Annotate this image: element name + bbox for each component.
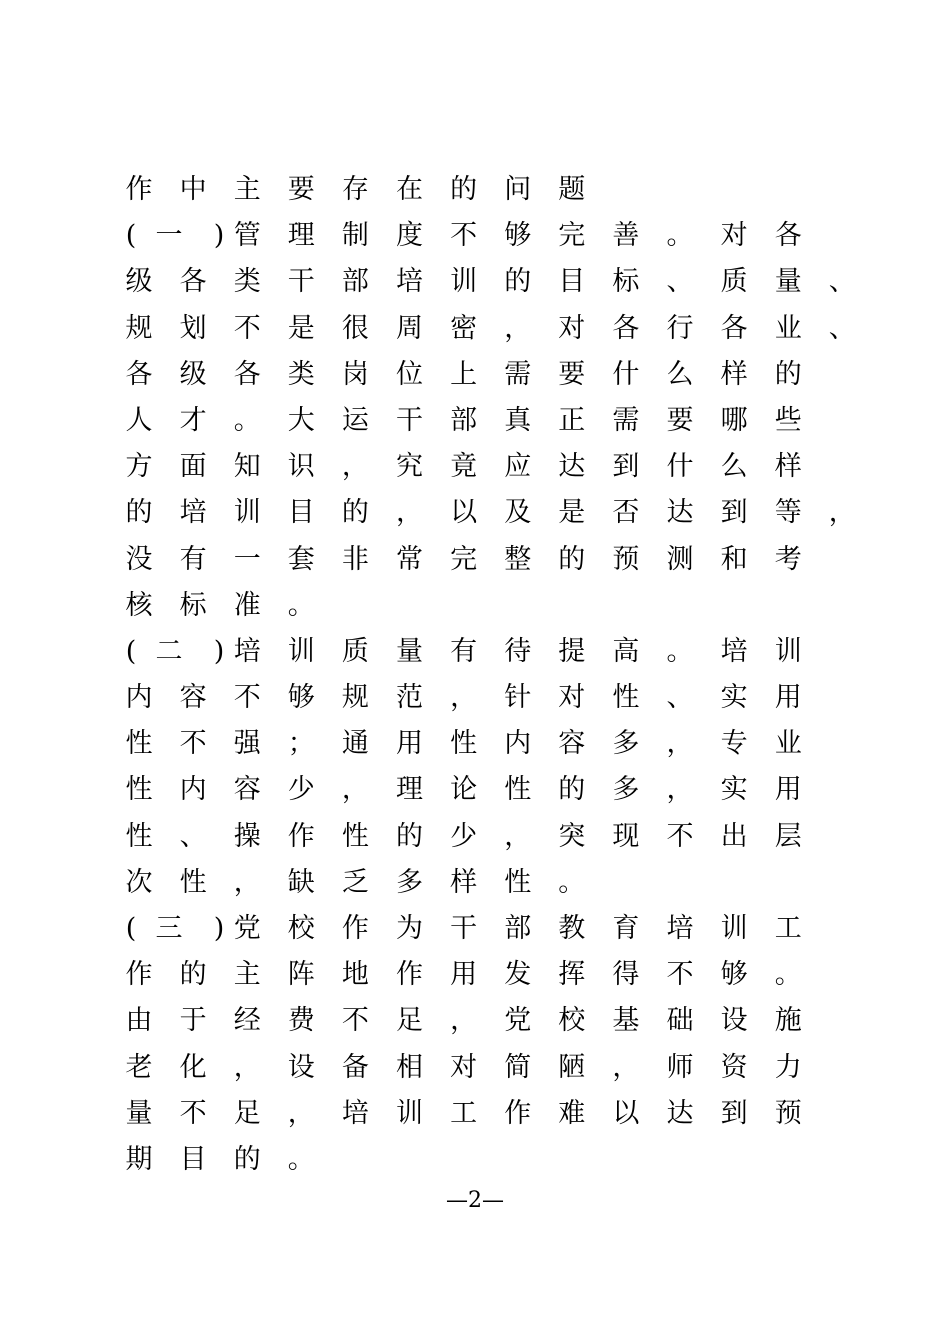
- text-char: ，: [341, 774, 369, 806]
- text-char: 培: [666, 913, 694, 944]
- text-char: ): [213, 220, 225, 252]
- text-line: [124, 1094, 854, 1140]
- text-char: 施: [774, 1005, 802, 1037]
- text-char: 校: [558, 1005, 586, 1037]
- section-heading-line: [124, 632, 854, 678]
- text-char: 测: [666, 543, 694, 575]
- text-char: 部: [504, 913, 532, 944]
- text-char: 各: [125, 358, 153, 390]
- text-char: 的: [450, 174, 478, 205]
- text-char: 作: [125, 959, 153, 991]
- text-char: 预: [774, 1097, 802, 1129]
- text-char: 的: [774, 358, 802, 390]
- text-char: 各: [720, 312, 748, 344]
- text-char: 规: [341, 682, 369, 714]
- text-char: (: [125, 913, 137, 944]
- text-line: [124, 309, 854, 355]
- text-char: 容: [179, 682, 207, 714]
- text-char: 的: [125, 497, 153, 529]
- text-line: [124, 447, 854, 493]
- text-char: 发: [504, 959, 532, 991]
- text-char: 究: [396, 451, 423, 483]
- text-char: 样: [774, 451, 802, 483]
- text-char: ，: [666, 774, 694, 806]
- text-char: 内: [125, 682, 153, 714]
- text-char: 完: [450, 543, 478, 575]
- text-char: 党: [504, 1005, 532, 1037]
- text-char: 各: [612, 312, 640, 344]
- text-char: 训: [720, 913, 748, 944]
- text-char: 强: [233, 728, 261, 760]
- text-line: [124, 493, 854, 539]
- text-char: 业: [774, 312, 802, 344]
- text-char: 的: [396, 820, 423, 852]
- text-char: 运: [341, 404, 369, 436]
- text-char: 陋: [558, 1051, 586, 1083]
- text-char: 是: [287, 312, 315, 344]
- text-char: 操: [233, 820, 261, 852]
- text-char: 正: [558, 404, 586, 436]
- text-char: 性: [179, 866, 207, 898]
- text-char: 完: [558, 220, 586, 252]
- text-char: 才: [179, 404, 207, 436]
- text-line: [124, 955, 854, 1001]
- text-char: 用: [396, 728, 423, 760]
- text-char: 标: [612, 266, 640, 298]
- text-char: 级: [125, 266, 153, 298]
- text-char: 到: [720, 497, 748, 529]
- text-char: 不: [233, 312, 261, 344]
- text-char: 人: [125, 404, 153, 436]
- text-char: 达: [558, 451, 586, 483]
- text-char: 针: [504, 682, 532, 714]
- text-char: 工: [774, 913, 802, 944]
- text-char: 部: [450, 404, 478, 436]
- text-char: 作: [396, 959, 423, 991]
- text-char: 中: [179, 174, 207, 205]
- text-char: 质: [720, 266, 748, 298]
- text-char: 经: [233, 1005, 261, 1037]
- text-char: 套: [287, 543, 315, 575]
- text-char: 到: [720, 1097, 748, 1129]
- text-char: 目: [287, 497, 315, 529]
- text-char: 对: [720, 220, 748, 252]
- text-char: 规: [125, 312, 153, 344]
- text-char: 。: [774, 959, 802, 991]
- text-char: 各: [233, 358, 261, 390]
- text-char: 及: [504, 497, 532, 529]
- text-char: 行: [666, 312, 694, 344]
- text-char: 化: [179, 1051, 207, 1083]
- text-char: 些: [774, 404, 802, 436]
- text-char: 不: [233, 682, 261, 714]
- text-char: 费: [287, 1005, 315, 1037]
- text-char: 很: [341, 312, 369, 344]
- text-char: 三: [155, 913, 183, 944]
- text-char: 性: [341, 820, 369, 852]
- text-char: 足: [233, 1097, 261, 1129]
- text-char: 常: [396, 543, 423, 575]
- text-char: 性: [125, 728, 153, 760]
- text-char: 主: [233, 959, 261, 991]
- text-char: 部: [341, 266, 369, 298]
- text-char: 真: [504, 404, 532, 436]
- text-char: 哪: [720, 404, 748, 436]
- text-char: 础: [666, 1005, 694, 1037]
- text-line: [124, 724, 854, 770]
- text-char: 备: [341, 1051, 369, 1083]
- text-char: 力: [774, 1051, 802, 1083]
- text-char: 、: [828, 312, 856, 344]
- text-char: 对: [558, 682, 586, 714]
- text-char: 要: [666, 404, 694, 436]
- text-char: 范: [396, 682, 423, 714]
- page-number: —2—: [446, 1188, 504, 1213]
- text-char: 要: [558, 358, 586, 390]
- text-char: 校: [287, 913, 315, 944]
- text-char: 量: [396, 635, 423, 667]
- text-char: 突: [558, 820, 586, 852]
- text-char: 用: [450, 959, 478, 991]
- text-char: ): [213, 913, 225, 944]
- text-line: [124, 1048, 854, 1094]
- text-char: 主: [233, 174, 261, 205]
- text-line: [124, 1140, 854, 1186]
- text-char: 一: [155, 220, 183, 252]
- text-char: 够: [287, 682, 315, 714]
- text-char: 对: [450, 1051, 478, 1083]
- text-char: 。: [666, 220, 694, 252]
- text-char: 不: [666, 959, 694, 991]
- text-line: [124, 863, 854, 909]
- text-char: 应: [504, 451, 532, 483]
- text-char: 阵: [287, 959, 315, 991]
- text-char: 培: [233, 635, 261, 667]
- text-char: 达: [666, 1097, 694, 1129]
- text-char: 党: [233, 913, 261, 944]
- text-char: 。: [233, 404, 261, 436]
- text-char: ，: [396, 497, 423, 529]
- text-char: ，: [450, 682, 478, 714]
- text-char: 标: [179, 589, 207, 621]
- text-char: 目: [179, 1143, 207, 1175]
- text-char: ，: [233, 1051, 261, 1083]
- text-char: 待: [504, 635, 532, 667]
- text-char: 类: [233, 266, 261, 298]
- text-char: 什: [666, 451, 694, 483]
- text-char: 制: [341, 220, 369, 252]
- text-line: [124, 401, 854, 447]
- text-char: 作: [287, 820, 315, 852]
- text-char: 一: [233, 543, 261, 575]
- text-line: [124, 355, 854, 401]
- text-char: 干: [450, 913, 478, 944]
- text-char: 培: [341, 1097, 369, 1129]
- text-char: 和: [720, 543, 748, 575]
- text-char: 业: [774, 728, 802, 760]
- text-char: 面: [179, 451, 207, 483]
- text-char: 量: [125, 1097, 153, 1129]
- text-char: 管: [233, 220, 261, 252]
- text-char: 什: [612, 358, 640, 390]
- text-char: 于: [179, 1005, 207, 1037]
- text-char: 上: [450, 358, 478, 390]
- text-char: 用: [774, 682, 802, 714]
- text-char: 性: [125, 820, 153, 852]
- text-char: 实: [720, 774, 748, 806]
- text-char: 识: [287, 451, 315, 483]
- text-char: 作: [341, 913, 369, 944]
- text-char: 的: [504, 266, 532, 298]
- text-char: 训: [233, 497, 261, 529]
- text-char: 少: [450, 820, 478, 852]
- text-char: 级: [179, 358, 207, 390]
- text-char: ；: [287, 728, 315, 760]
- text-char: 实: [720, 682, 748, 714]
- text-char: 由: [125, 1005, 153, 1037]
- text-char: 划: [179, 312, 207, 344]
- text-char: 内: [504, 728, 532, 760]
- section-heading-line: [124, 909, 854, 955]
- text-char: (: [125, 635, 137, 667]
- text-char: 各: [774, 220, 802, 252]
- text-char: 工: [450, 1097, 478, 1129]
- text-char: 性: [504, 774, 532, 806]
- text-char: 样: [450, 866, 478, 898]
- text-char: 师: [666, 1051, 694, 1083]
- text-char: 性: [125, 774, 153, 806]
- text-char: 多: [612, 728, 640, 760]
- text-char: 要: [287, 174, 315, 205]
- text-char: 的: [341, 497, 369, 529]
- text-char: 出: [720, 820, 748, 852]
- text-char: 相: [396, 1051, 423, 1083]
- text-line: [124, 817, 854, 863]
- text-line: [124, 170, 854, 216]
- text-char: 否: [612, 497, 640, 529]
- text-char: 密: [450, 312, 478, 344]
- text-char: 设: [720, 1005, 748, 1037]
- text-line: [124, 262, 854, 308]
- text-char: 方: [125, 451, 153, 483]
- text-char: 等: [774, 497, 802, 529]
- text-char: 的: [558, 774, 586, 806]
- text-char: 期: [125, 1143, 153, 1175]
- text-char: 。: [287, 1143, 315, 1175]
- text-char: 以: [612, 1097, 640, 1129]
- text-char: 内: [179, 774, 207, 806]
- text-char: 培: [396, 266, 423, 298]
- text-char: 设: [287, 1051, 315, 1083]
- text-char: 度: [396, 220, 423, 252]
- text-char: 没: [125, 543, 153, 575]
- text-char: 次: [125, 866, 153, 898]
- text-char: 样: [720, 358, 748, 390]
- text-char: 二: [155, 635, 183, 667]
- text-char: 容: [233, 774, 261, 806]
- text-char: 足: [396, 1005, 423, 1037]
- text-char: 够: [504, 220, 532, 252]
- text-char: 不: [341, 1005, 369, 1037]
- text-char: 么: [666, 358, 694, 390]
- text-char: 层: [774, 820, 802, 852]
- text-char: 用: [774, 774, 802, 806]
- text-char: 准: [233, 589, 261, 621]
- text-char: 考: [774, 543, 802, 575]
- text-char: ，: [612, 1051, 640, 1083]
- text-char: 的: [558, 543, 586, 575]
- text-char: 对: [558, 312, 586, 344]
- text-char: 性: [450, 728, 478, 760]
- text-char: ，: [504, 312, 532, 344]
- text-char: 少: [287, 774, 315, 806]
- text-char: 需: [504, 358, 532, 390]
- text-char: 预: [612, 543, 640, 575]
- text-char: 够: [720, 959, 748, 991]
- text-char: 非: [341, 543, 369, 575]
- text-char: 类: [287, 358, 315, 390]
- text-line: [124, 1001, 854, 1047]
- text-line: [124, 540, 854, 586]
- text-char: ，: [233, 866, 261, 898]
- text-char: 到: [612, 451, 640, 483]
- text-char: 训: [450, 266, 478, 298]
- text-line: [124, 678, 854, 724]
- text-char: 、: [828, 266, 856, 298]
- text-char: ，: [287, 1097, 315, 1129]
- text-char: ，: [828, 497, 856, 529]
- text-char: 乏: [341, 866, 369, 898]
- text-char: 多: [612, 774, 640, 806]
- text-char: 高: [612, 635, 640, 667]
- text-char: ，: [666, 728, 694, 760]
- text-char: 位: [396, 358, 423, 390]
- text-char: 现: [612, 820, 640, 852]
- text-char: 缺: [287, 866, 315, 898]
- text-char: 不: [666, 820, 694, 852]
- text-char: 问: [504, 174, 532, 205]
- text-char: 通: [341, 728, 369, 760]
- text-char: 干: [396, 404, 423, 436]
- text-char: 不: [179, 1097, 207, 1129]
- text-char: 周: [396, 312, 423, 344]
- text-char: 的: [233, 1143, 261, 1175]
- text-char: 的: [179, 959, 207, 991]
- text-char: 训: [396, 1097, 423, 1129]
- text-char: 是: [558, 497, 586, 529]
- text-char: 难: [558, 1097, 586, 1129]
- text-char: (: [125, 220, 137, 252]
- text-char: 资: [720, 1051, 748, 1083]
- text-char: 。: [666, 635, 694, 667]
- text-char: 不: [450, 220, 478, 252]
- text-char: 提: [558, 635, 586, 667]
- text-char: 在: [396, 174, 423, 205]
- text-char: 需: [612, 404, 640, 436]
- text-line: [124, 586, 854, 632]
- text-char: 、: [179, 820, 207, 852]
- text-char: 整: [504, 543, 532, 575]
- text-line: [124, 770, 854, 816]
- text-char: 论: [450, 774, 478, 806]
- text-char: 训: [774, 635, 802, 667]
- text-char: 作: [504, 1097, 532, 1129]
- text-char: ，: [450, 1005, 478, 1037]
- text-char: 么: [720, 451, 748, 483]
- text-char: 性: [504, 866, 532, 898]
- text-char: 容: [558, 728, 586, 760]
- text-char: ，: [341, 451, 369, 483]
- text-char: 简: [504, 1051, 532, 1083]
- text-char: 作: [125, 174, 153, 205]
- text-char: 得: [612, 959, 640, 991]
- text-char: 目: [558, 266, 586, 298]
- text-char: 有: [450, 635, 478, 667]
- text-char: 基: [612, 1005, 640, 1037]
- text-char: 题: [558, 174, 586, 205]
- text-char: 量: [774, 266, 802, 298]
- text-char: 挥: [558, 959, 586, 991]
- text-char: ，: [504, 820, 532, 852]
- text-char: 不: [179, 728, 207, 760]
- text-char: 教: [558, 913, 586, 944]
- document-body: [124, 170, 854, 1186]
- text-line: [124, 216, 854, 262]
- text-char: 理: [287, 220, 315, 252]
- text-char: 老: [125, 1051, 153, 1083]
- text-char: 干: [287, 266, 315, 298]
- text-char: 竟: [450, 451, 478, 483]
- text-char: 知: [233, 451, 261, 483]
- text-char: 善: [612, 220, 640, 252]
- text-char: 核: [125, 589, 153, 621]
- text-char: 。: [558, 866, 586, 898]
- text-char: 、: [666, 266, 694, 298]
- text-char: 达: [666, 497, 694, 529]
- text-char: 。: [287, 589, 315, 621]
- text-char: 有: [179, 543, 207, 575]
- text-char: 多: [396, 866, 423, 898]
- text-char: ): [213, 635, 225, 667]
- text-char: 理: [396, 774, 423, 806]
- text-char: 性: [612, 682, 640, 714]
- text-char: 专: [720, 728, 748, 760]
- text-char: 训: [287, 635, 315, 667]
- text-char: 为: [396, 913, 423, 944]
- text-char: 大: [287, 404, 315, 436]
- text-char: 地: [341, 959, 369, 991]
- text-char: 培: [720, 635, 748, 667]
- text-char: 质: [341, 635, 369, 667]
- text-char: 以: [450, 497, 478, 529]
- text-char: 、: [666, 682, 694, 714]
- text-char: 各: [179, 266, 207, 298]
- text-char: 存: [341, 174, 369, 205]
- text-char: 岗: [341, 358, 369, 390]
- text-char: 育: [612, 913, 640, 944]
- text-char: 培: [179, 497, 207, 529]
